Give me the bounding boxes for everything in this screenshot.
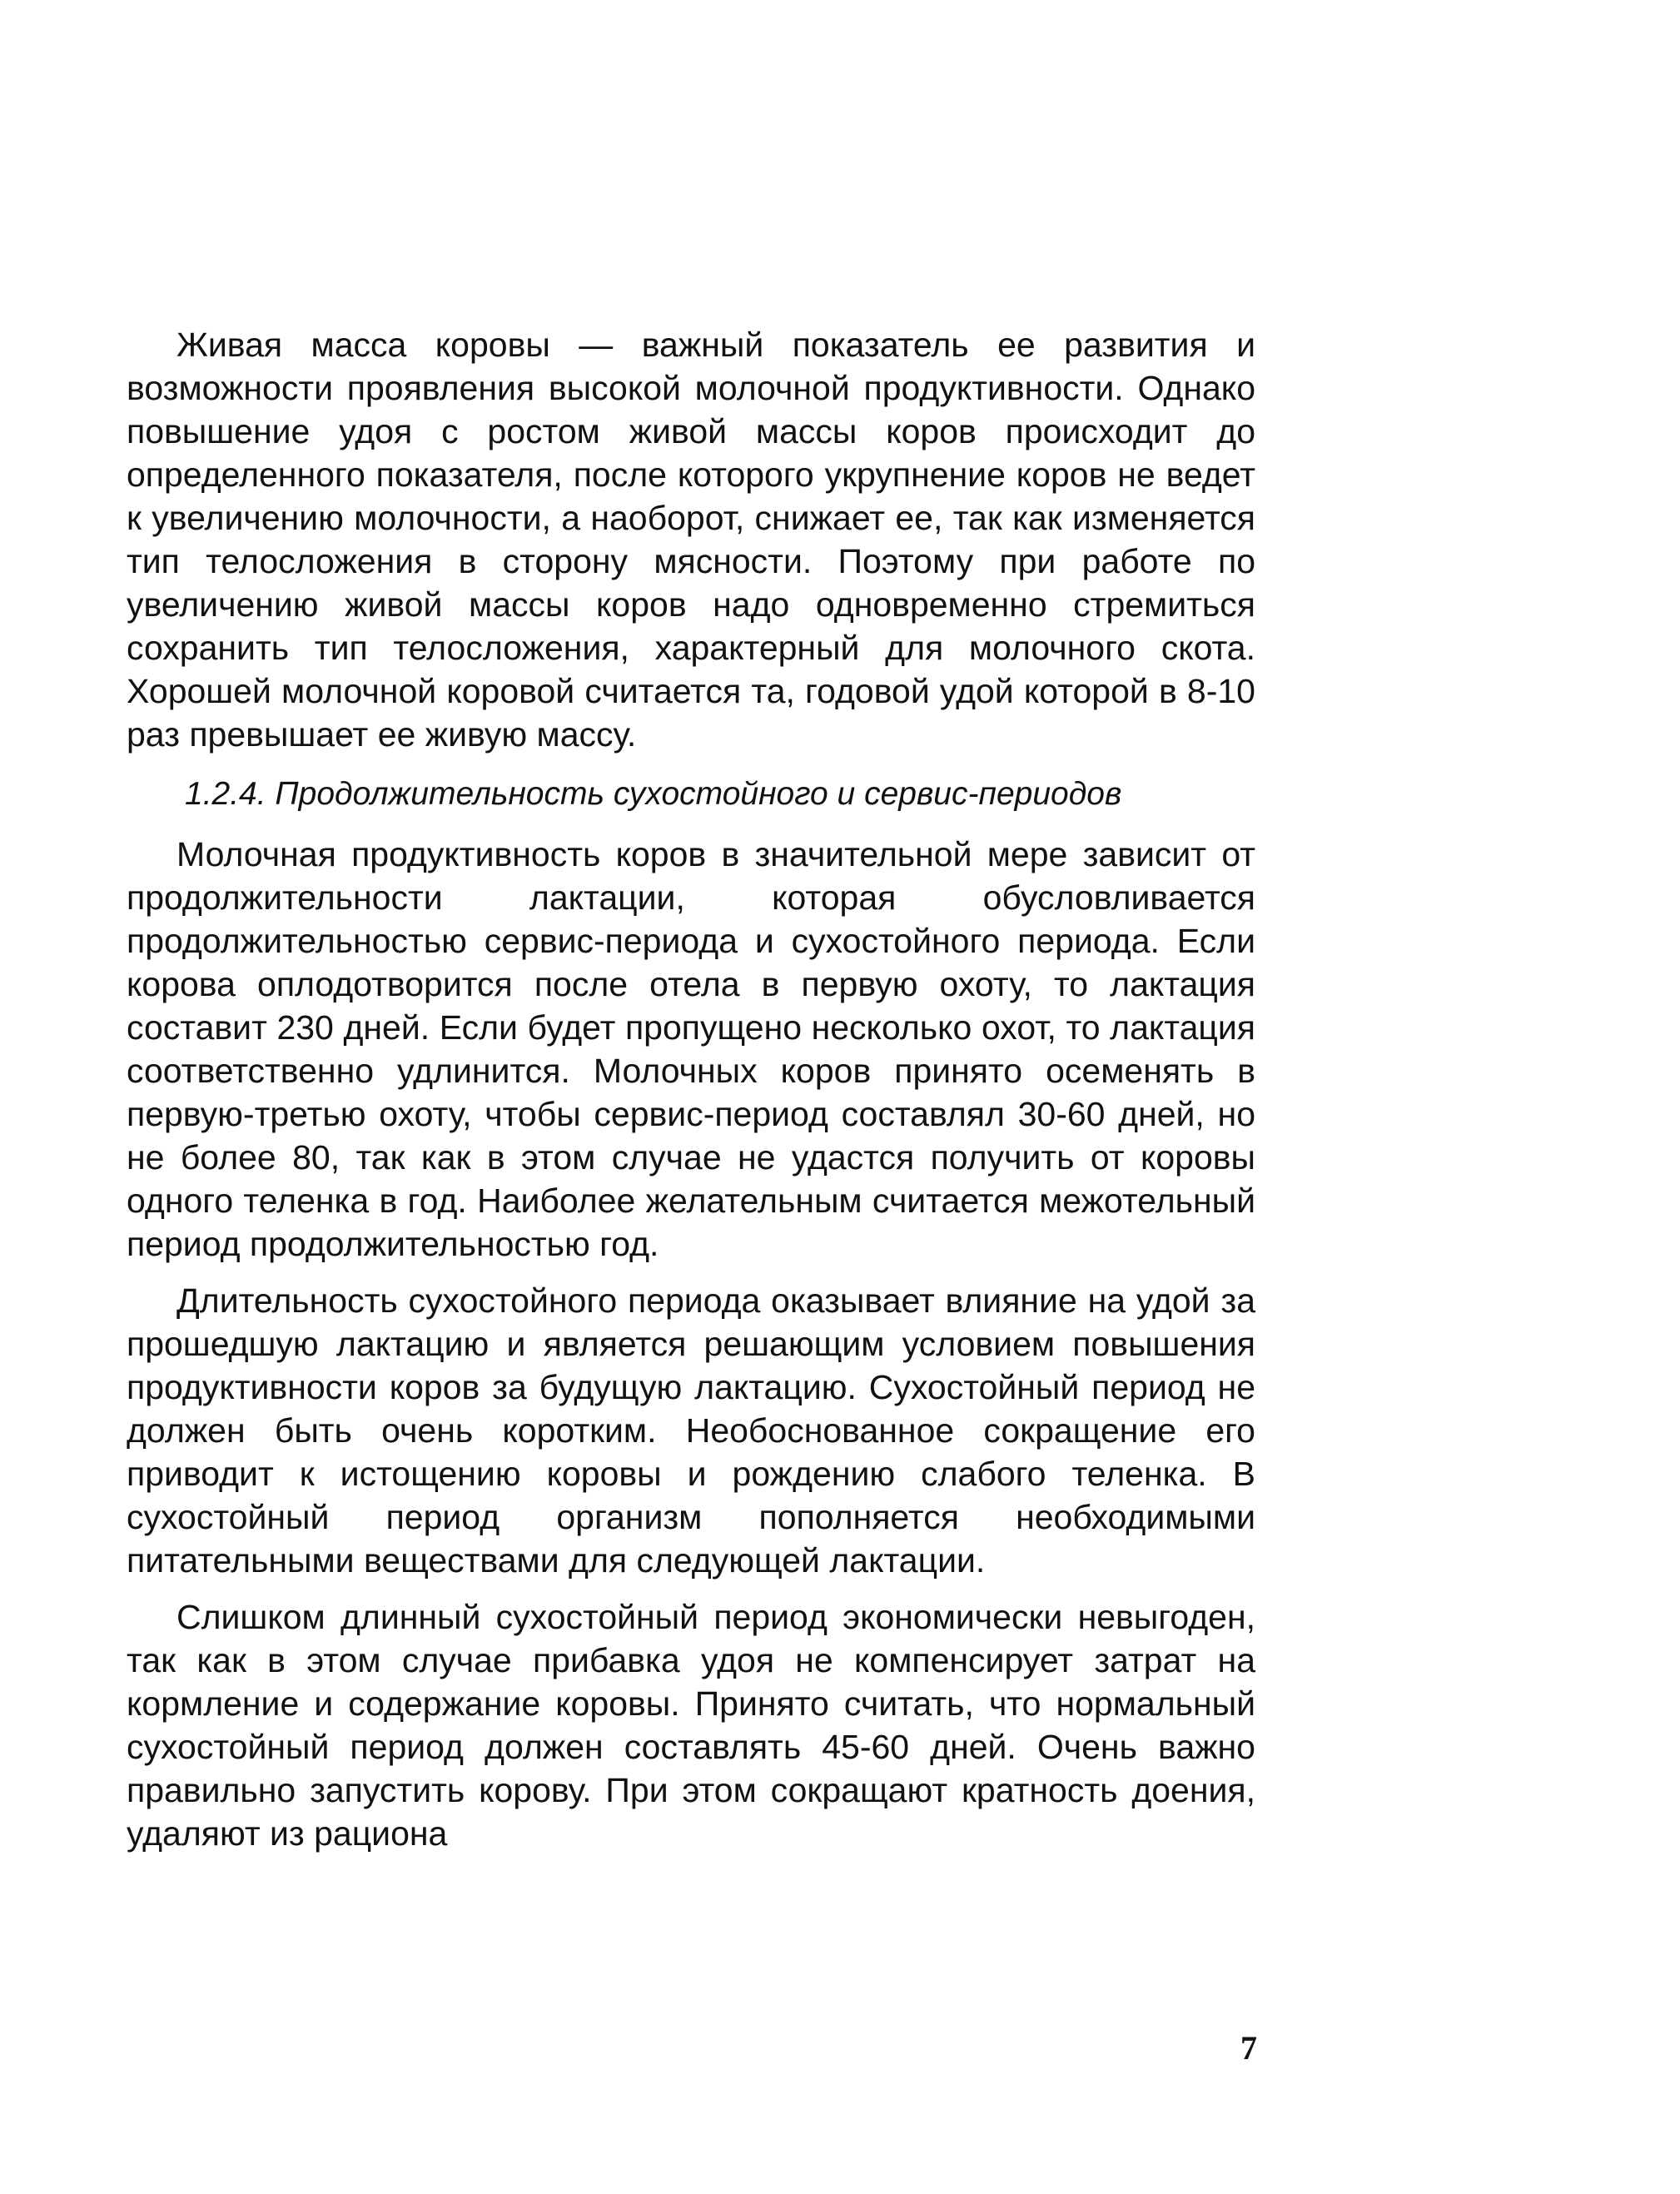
- section-heading: 1.2.4. Продолжительность сухостойного и сервис-периодов: [185, 776, 1122, 812]
- paragraph-long-dry-period: Слишком длинный сухостойный период экономически невыгоден, так как в этом случае прибавка удоя не компенсирует затрат на кормление и содержание коровы. Принято считать, что нормальный сухостойный период должен составлять 45-60 дней. Очень важно правильно запустить корову. При этом сокращают кратность доения, удаляют из рациона: [127, 1598, 1255, 1853]
- page-number: 7: [1240, 2029, 1257, 2067]
- paragraph-dry-period-length: Длительность сухостойного периода оказывает влияние на удой за прошедшую лактацию и является решающим условием повышения продуктивности коров за будущую лактацию. Сухостойный период не должен быть очень коротким. Необоснованное сокращение его приводит к истощению коровы и рождению слабого теленка. В сухостойный период организм пополняется необходимыми питательными веществами для следующей лактации.: [127, 1281, 1255, 1580]
- body-text: [127, 323, 1255, 1855]
- paragraph-lactation-duration: Молочная продуктивность коров в значительной мере зависит от продолжительности лактации, которая обусловливается продолжительностью сервис-периода и сухостойного периода. Если корова оплодотворится после отела в первую охоту, то лактация составит 230 дней. Если будет пропущено несколько охот, то лактация соответственно удлинится. Молочных коров принято осеменять в первую-третью охоту, чтобы сервис-период составлял 30-60 дней, но не более 80, так как в этом случае не удастся получить от коровы одного теленка в год. Наиболее желательным считается межотельный период продолжительностью год.: [127, 835, 1255, 1263]
- paragraph-live-weight: Живая масса коровы — важный показатель ее развития и возможности проявления высокой молочной продуктивности. Однако повышение удоя с ростом живой массы коров происходит до определенного показателя, после которого укрупнение коров не ведет к увеличению молочности, а наоборот, снижает ее, так как изменяется тип телосложения в сторону мясности. Поэтому при работе по увеличению живой массы коров надо одновременно стремиться сохранить тип телосложения, характерный для молочного скота. Хорошей молочной коровой считается та, годовой удой которой в 8-10 раз превышает ее живую массу.: [127, 326, 1255, 754]
